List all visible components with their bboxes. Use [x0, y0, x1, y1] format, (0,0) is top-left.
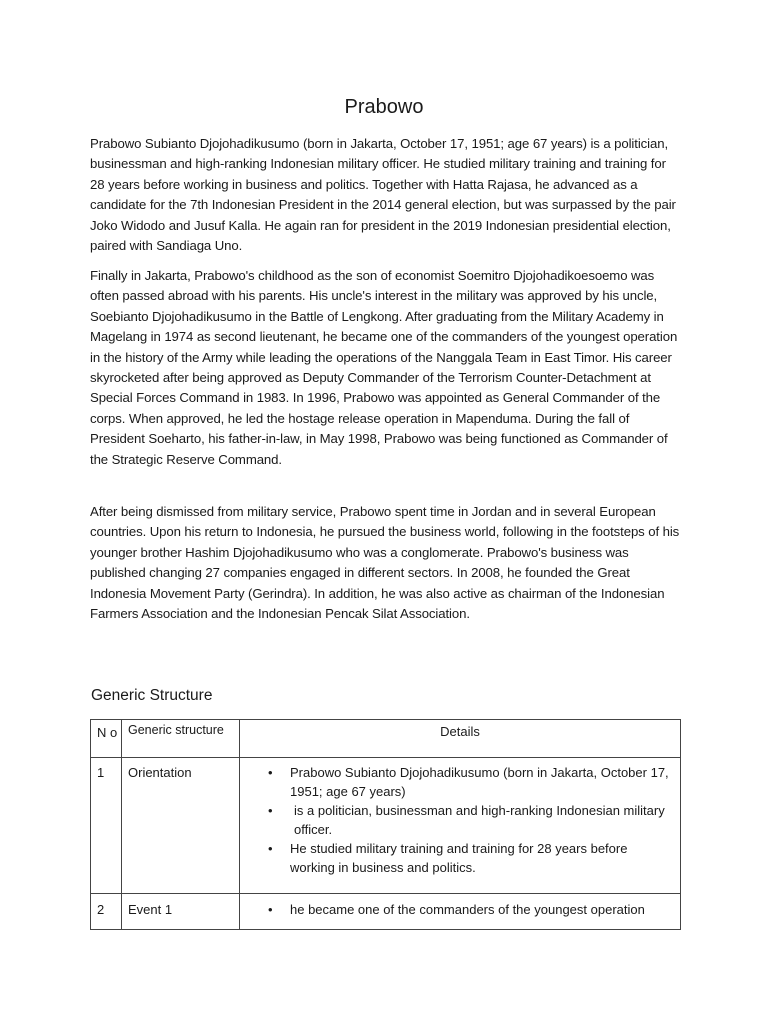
row-details: [240, 758, 681, 894]
bullet-icon: •: [268, 902, 273, 917]
row-number: 1: [91, 758, 122, 894]
row-details: [240, 894, 681, 930]
list-item-text: He studied military training and training for 28 years before working in business and politics.: [290, 841, 628, 875]
document-title: Prabowo: [344, 96, 424, 118]
list-item: [268, 763, 680, 801]
list-item: [268, 801, 680, 839]
section-heading: Generic Structure: [91, 687, 213, 704]
paragraph-text: Finally in Jakarta, Prabowo's childhood as the son of economist Soemitro Djojohadikoesoemo was often passed abroad with his parents. His uncle's interest in the military was approved by his uncle, Soebianto Djojohadikusumo in the Battle of Lengkong. After graduating from the Military Academy in Magelang in 1974 as second lieutenant, he became one of the commanders of the youngest operation in the history of the Army while leading the operations of the Nanggala Team in East Timor. His career skyrocketed after being approved as Deputy Commander of the Terrorism Counter-Detachment at Special Forces Command in 1983. In 1996, Prabowo was appointed as General Commander of the corps. When approved, he led the hostage release operation in Mapenduma. During the fall of President Soeharto, his father-in-law, in May 1998, Prabowo was being functioned as Commander of the Strategic Reserve Command.: [90, 268, 678, 467]
bullet-icon: •: [268, 841, 273, 856]
paragraph-text: Prabowo Subianto Djojohadikusumo (born in Jakarta, October 17, 1951; age 67 years) is a politician, businessman and high-ranking Indonesian military officer. He studied military training and training for 28 years before working in business and politics. Together with Hatta Rajasa, he advanced as a candidate for the 7th Indonesian President in the 2014 general election, but was surpassed by the pair Joko Widodo and Jusuf Kalla. He again ran for president in the 2019 Indonesian presidential election, paired with Sandiaga Uno.: [90, 136, 676, 254]
list-item: [268, 839, 680, 877]
table-row: [91, 894, 681, 930]
generic-structure-table: [90, 719, 681, 930]
list-item-text: Prabowo Subianto Djojohadikusumo (born in Jakarta, October 17, 1951; age 67 years): [290, 765, 669, 799]
header-generic-structure: Generic structure: [122, 720, 240, 758]
bullet-icon: •: [268, 803, 273, 818]
table-row: [91, 758, 681, 894]
paragraph-3: [90, 502, 682, 634]
row-number: 2: [91, 894, 122, 930]
paragraph-text: After being dismissed from military service, Prabowo spent time in Jordan and in several European countries. Upon his return to Indonesia, he pursued the business world, following in the footsteps of his younger brother Hashim Djojohadikusumo who was a conglomerate. Prabowo's business was published changing 27 companies engaged in different sectors. In 2008, he founded the Great Indonesia Movement Party (Gerindra). In addition, he was also active as chairman of the Indonesian Farmers Association and the Indonesian Pencak Silat Association.: [90, 504, 680, 622]
table-header-row: [91, 720, 681, 758]
row-structure: Event 1: [122, 894, 240, 930]
list-item: [268, 900, 680, 919]
list-item-text: is a politician, businessman and high-ranking Indonesian military officer.: [294, 803, 665, 837]
row-structure: Orientation: [122, 758, 240, 894]
paragraph-2: [90, 266, 682, 480]
details-list: [240, 894, 680, 919]
header-no: N o: [91, 720, 122, 758]
bullet-icon: •: [268, 765, 273, 780]
details-list: [240, 758, 680, 877]
list-item-text: he became one of the commanders of the youngest operation: [290, 902, 645, 917]
paragraph-1: [90, 134, 682, 266]
header-details: Details: [240, 720, 681, 758]
